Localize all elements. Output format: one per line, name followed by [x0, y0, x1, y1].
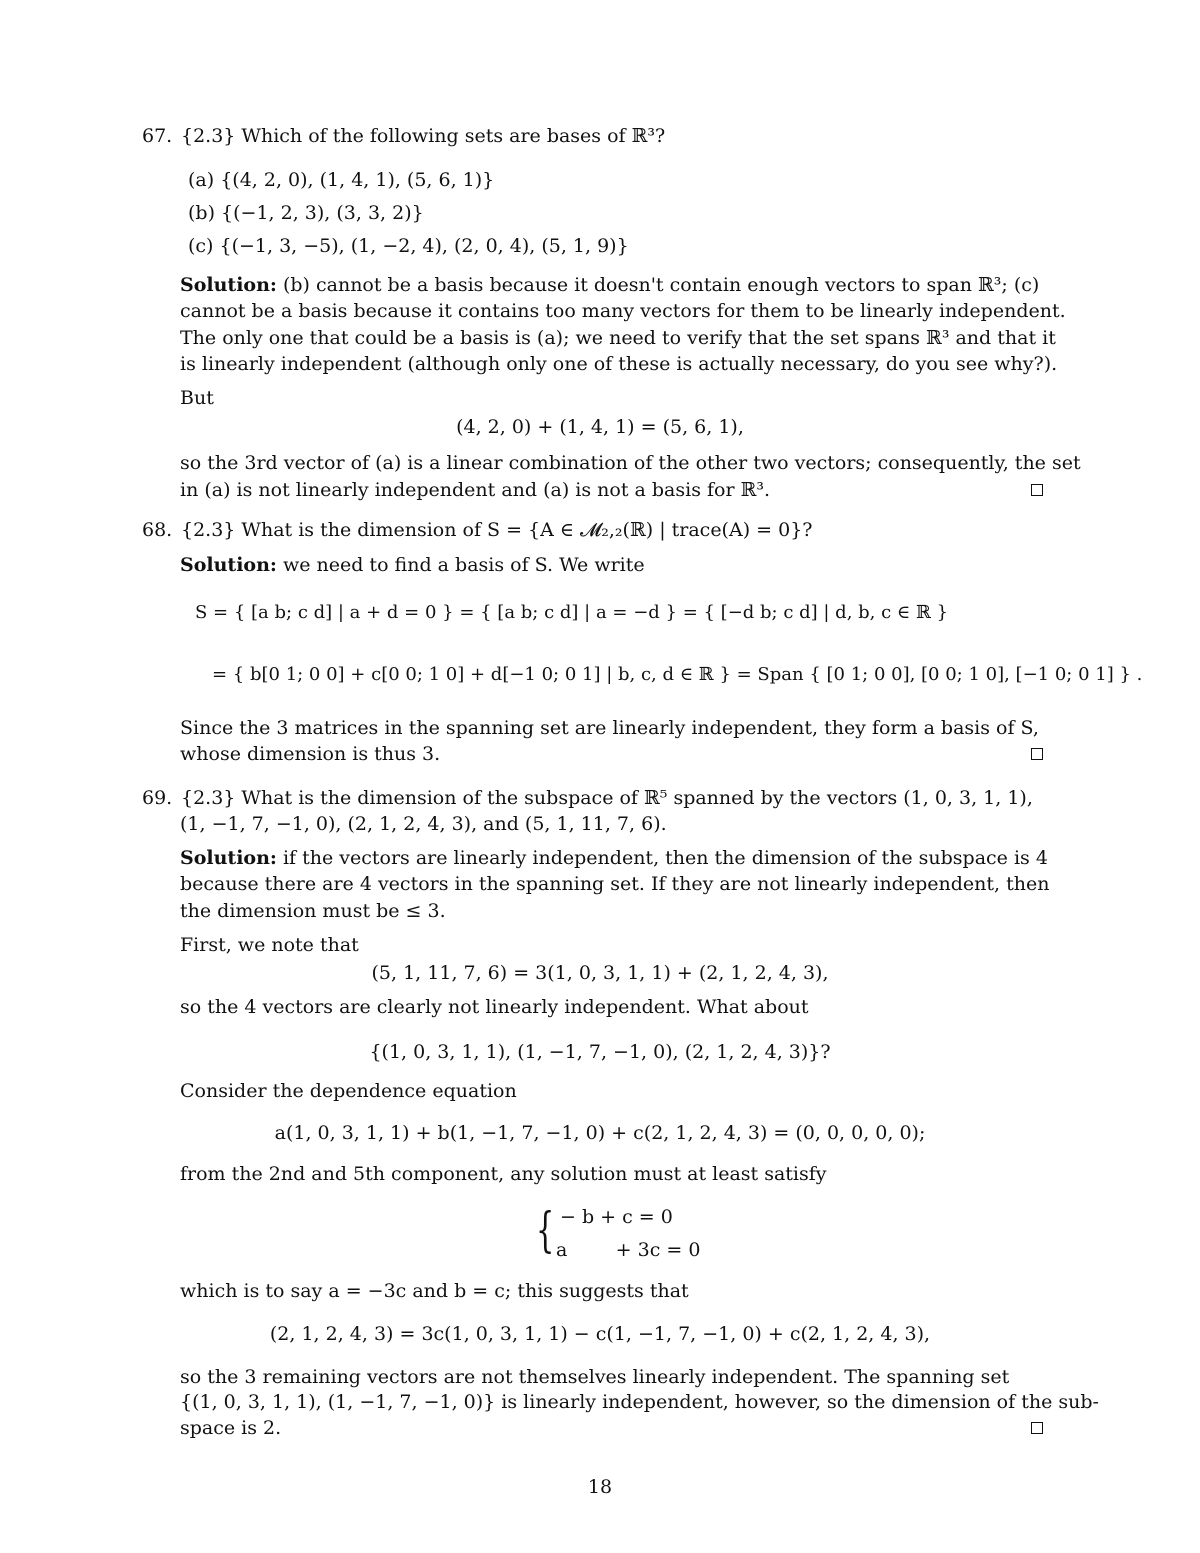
- end-line-2: {(1, 0, 3, 1, 1), (1, −1, 7, −1, 0)} is linearly independent, however, so the dimension of the sub-: [180, 1391, 1099, 1413]
- problem-67-question: {2.3} Which of the following sets are bases of ℝ³?: [181, 125, 666, 147]
- solution-67-line-1: [180, 273, 1039, 297]
- equation-69-4: (2, 1, 2, 4, 3) = 3c(1, 0, 3, 1, 1) − c(1, −1, 7, −1, 0) + c(2, 1, 2, 4, 3),: [269, 1323, 931, 1345]
- so-line: so the 4 vectors are clearly not linearly independent. What about: [180, 996, 809, 1018]
- end-line-3: space is 2.: [180, 1417, 282, 1439]
- first-note: First, we note that: [180, 934, 359, 956]
- solution-67-line-3: The only one that could be a basis is (a); we need to verify that the set spans ℝ³ and that it: [180, 327, 1056, 349]
- problem-69-question-2: (1, −1, 7, −1, 0), (2, 1, 2, 4, 3), and (5, 1, 11, 7, 6).: [180, 813, 667, 835]
- matrix-equation-2: = { b[0 1; 0 0] + c[0 0; 1 0] + d[−1 0; 0 1] | b, c, d ∈ ℝ } = Span { [0 1; 0 0], [0 0; 1 0], [−1 0; 0 1] } .: [212, 664, 1143, 685]
- solution-text: (b) cannot be a basis because it doesn't contain enough vectors to span ℝ³; (c): [276, 274, 1040, 296]
- equation-69-2: {(1, 0, 3, 1, 1), (1, −1, 7, −1, 0), (2, 1, 2, 4, 3)}?: [369, 1041, 831, 1063]
- problem-69-number: 69.: [142, 787, 173, 809]
- qed-square-icon: [1031, 748, 1043, 760]
- solution-67-line-2: cannot be a basis because it contains too many vectors for them to be linearly independent.: [180, 300, 1066, 322]
- option-b: (b) {(−1, 2, 3), (3, 3, 2)}: [188, 202, 424, 224]
- solution-text: if the vectors are linearly independent, then the dimension of the subspace is 4: [276, 847, 1048, 869]
- which-line: which is to say a = −3c and b = c; this suggests that: [180, 1280, 689, 1302]
- solution-67-after-1: so the 3rd vector of (a) is a linear combination of the other two vectors; consequently, the set: [180, 452, 1081, 474]
- matrix-equation-1: S = { [a b; c d] | a + d = 0 } = { [a b; c d] | a = −d } = { [−d b; c d] | d, b, c ∈ ℝ }: [195, 602, 949, 623]
- solution-68-line-1: [180, 553, 645, 577]
- qed-square-icon: [1031, 1422, 1043, 1434]
- solution-68-after-1: Since the 3 matrices in the spanning set are linearly independent, they form a basis of S,: [180, 717, 1039, 739]
- system-row-2: a + 3c = 0: [556, 1239, 701, 1261]
- system-row-1: − b + c = 0: [560, 1206, 673, 1228]
- option-c: (c) {(−1, 3, −5), (1, −2, 4), (2, 0, 4), (5, 1, 9)}: [188, 235, 629, 257]
- qed-square-icon: [1031, 484, 1043, 496]
- solution-67-line-4: is linearly independent (although only one of these is actually necessary, do you see why?).: [180, 353, 1058, 375]
- end-line-1: so the 3 remaining vectors are not themselves linearly independent. The spanning set: [180, 1366, 1010, 1388]
- solution-text: we need to find a basis of S. We write: [276, 554, 645, 576]
- solution-67-line-5: But: [180, 387, 214, 409]
- consider-line: Consider the dependence equation: [180, 1080, 517, 1102]
- from-line: from the 2nd and 5th component, any solution must at least satisfy: [180, 1163, 827, 1185]
- solution-label: Solution:: [180, 274, 277, 296]
- problem-68-question: {2.3} What is the dimension of S = {A ∈ 𝓜₂,₂(ℝ) | trace(A) = 0}?: [181, 519, 813, 541]
- problem-69-question-1: {2.3} What is the dimension of the subspace of ℝ⁵ spanned by the vectors (1, 0, 3, 1, 1),: [181, 787, 1033, 809]
- solution-68-after-2: whose dimension is thus 3.: [180, 743, 441, 765]
- solution-label: Solution:: [180, 847, 277, 869]
- problem-67-number: 67.: [142, 125, 173, 147]
- solution-69-line-3: the dimension must be ≤ 3.: [180, 900, 446, 922]
- equation-69-1: (5, 1, 11, 7, 6) = 3(1, 0, 3, 1, 1) + (2, 1, 2, 4, 3),: [371, 962, 829, 984]
- equation-69-3: a(1, 0, 3, 1, 1) + b(1, −1, 7, −1, 0) + c(2, 1, 2, 4, 3) = (0, 0, 0, 0, 0);: [274, 1122, 926, 1144]
- solution-label: Solution:: [180, 554, 277, 576]
- solution-69-line-1: [180, 846, 1048, 870]
- left-brace-icon: {: [536, 1202, 555, 1258]
- page-number: 18: [587, 1476, 613, 1498]
- solution-69-line-2: because there are 4 vectors in the spanning set. If they are not linearly independent, then: [180, 873, 1050, 895]
- problem-68-number: 68.: [142, 519, 173, 541]
- solution-67-after-2: in (a) is not linearly independent and (a) is not a basis for ℝ³.: [180, 479, 771, 501]
- option-a: (a) {(4, 2, 0), (1, 4, 1), (5, 6, 1)}: [188, 169, 495, 191]
- equation-67: (4, 2, 0) + (1, 4, 1) = (5, 6, 1),: [456, 416, 744, 438]
